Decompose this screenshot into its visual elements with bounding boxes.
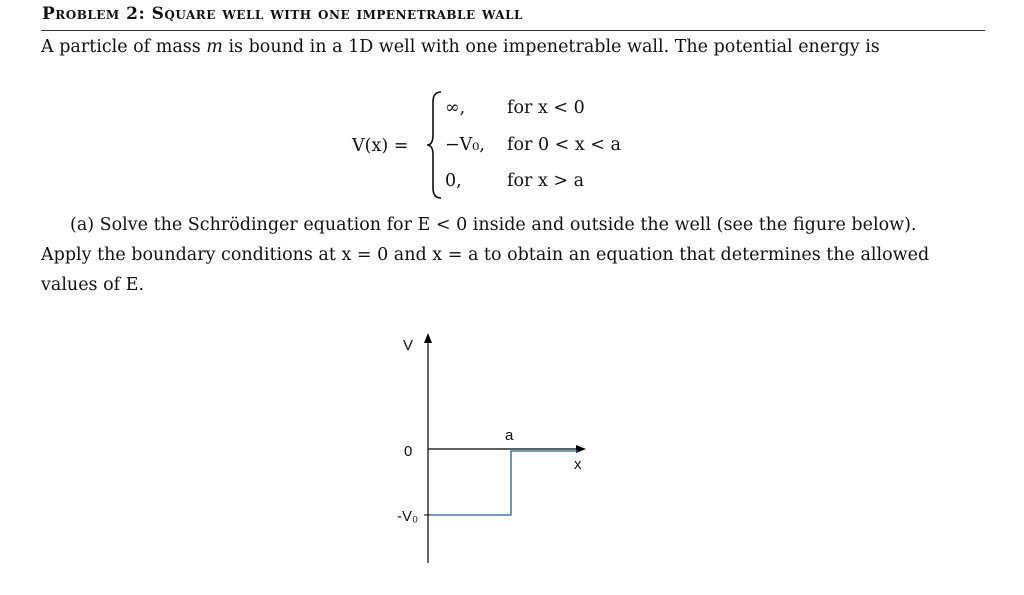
case-value-3: 0,: [445, 171, 462, 191]
case-condition-3: for x > a: [507, 171, 585, 191]
mass-symbol: m: [206, 37, 223, 57]
intro-text-2: is bound in a 1D well with one impenetrable wall. The potential energy is: [222, 37, 880, 57]
x-axis-label: x: [574, 456, 582, 473]
case-condition-1: for x < 0: [507, 98, 585, 118]
intro-text-1: A particle of mass: [41, 37, 207, 57]
case-value-1: ∞,: [445, 98, 466, 118]
question-line-1: (a) Solve the Schrödinger equation for E < 0 inside and outside the well (see the figure below).: [70, 215, 917, 235]
question-line-3: values of E.: [41, 275, 145, 295]
question-line-2: Apply the boundary conditions at x = 0 and x = a to obtain an equation that determines the allowed: [41, 245, 930, 265]
zero-label: 0: [404, 443, 413, 460]
equation-lhs: V(x) =: [352, 136, 409, 156]
potential-curve: [430, 451, 578, 515]
case-value-2: −V₀,: [445, 135, 485, 155]
y-axis-arrow-icon: [424, 333, 432, 343]
problem-title: Problem 2: Square well with one impenetrable wall: [42, 4, 523, 24]
wall-position-label: a: [505, 427, 514, 444]
y-axis-label: V: [403, 337, 414, 354]
x-axis-arrow-icon: [576, 445, 586, 453]
well-depth-label: -V₀: [397, 508, 419, 525]
case-condition-2: for 0 < x < a: [507, 135, 621, 155]
